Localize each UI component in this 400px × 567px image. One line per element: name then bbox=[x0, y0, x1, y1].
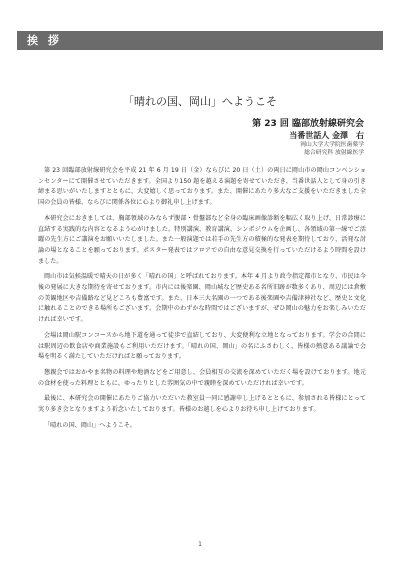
paragraph: 第 23 回臨部放射線研究会を平成 21 年 6 月 19 日（金）ならびに 20 日（土）の両日に岡山市の岡山コンベンションセンターにて開催させていただきます。全国より150 題を越える演題を寄せていただき、当番世話人として身の引き締まる思いがいたしますとともに、大変嬉しく思っております。また、開催にあたり多大なご支援をいただきました全国の会員の皆様、ならびに関係各位に心より御礼申し上げます。 bbox=[38, 167, 366, 207]
conference-name: 第 23 回 臨部放射線研究会 bbox=[252, 119, 364, 129]
section-header-bar bbox=[17, 31, 383, 50]
section-title: 挨 拶 bbox=[27, 34, 62, 47]
page-number: 1 bbox=[198, 541, 202, 548]
body-text bbox=[38, 166, 366, 436]
greeting-title: 「晴れの国、岡山」へようこそ bbox=[123, 95, 277, 108]
paragraph: 岡山市は気候温暖で晴天の日が多く「晴れの国」と呼ばれております。本年 4 月より政令指定都市となり、市民は今後の発展に大きな期待を寄せております。市内には後楽園、岡山城など歴史ある名所旧跡が数多くあり、周辺には倉敷の美観地区や吉備路など見どころも豊富です。また、日本三大名園の一つである後楽園や吉備津神社など、歴史と文化に触れることのできる場所もございます。会期中のわずかな時間ではございますが、ぜひ岡山の魅力をお楽しみいただければ幸いです。 bbox=[38, 273, 366, 324]
paragraph: 「晴れの国、岡山」へようこそ。 bbox=[44, 421, 137, 429]
paragraph: 会場は岡山駅コンコースから地下道を通って徒歩で直結しており、大変便利な立地となっております。学会の合間には駅周辺の飲食店や商業施設もご利用いただけます。「晴れの国、岡山」の名にふさわしく、皆様の熱意ある議論で会場を明るく満たしていただければと願っております。 bbox=[38, 331, 366, 361]
paragraph: 懇親会ではおかやま名物の料理や地酒などをご用意し、会員相互の交流を深めていただく場を設けております。地元の食材を使った料理とともに、ゆったりとした雰囲気の中で親睦を深めていただければ幸いです。 bbox=[38, 368, 366, 387]
host-name: 当番世話人 金澤 右 bbox=[289, 131, 364, 140]
affiliation-line-1: 岡山大学大学院医歯薬学 bbox=[300, 142, 364, 148]
paragraph: 本研究会におきましては、胸部領域のみならず腹部・骨盤部など全身の臨床画像診断を幅広く取り上げ、日常診療に直結する実践的な内容となるよう心がけました。特別講演、教育講演、シンポジウムを企画し、各領域の第一線でご活躍の先生方にご講演をお願いいたしました。また一般演題では若手の先生方の積極的な発表を期待しており、活発な討論の場となることを願っております。ポスター発表ではフロアでの自由な意見交換を行っていただけるよう時間を設けました。 bbox=[38, 214, 366, 265]
author-block bbox=[252, 118, 364, 157]
paragraph: 最後に、本研究会の開催にあたりご協力いただいた教室員一同に感謝申し上げるとともに、参加される皆様にとって実り多き会となりますよう祈念いたしております。皆様のお越しを心よりお待ち申し上げております。 bbox=[38, 395, 366, 414]
affiliation-line-2: 総合研究科 放射線医学 bbox=[304, 150, 364, 156]
